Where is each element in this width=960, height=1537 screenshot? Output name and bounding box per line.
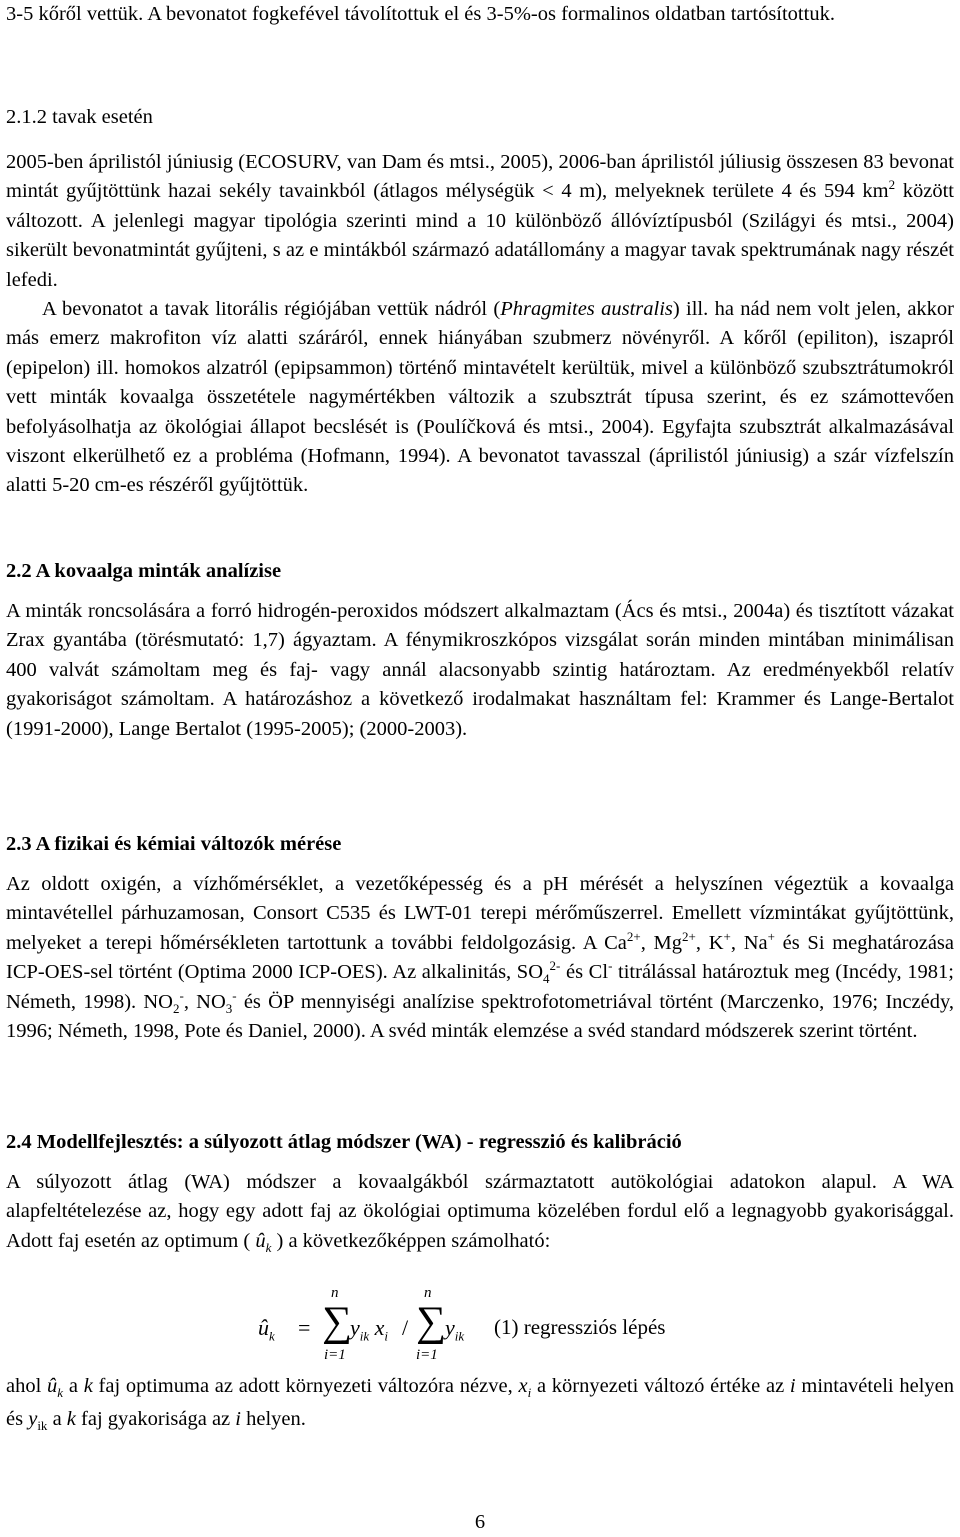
paragraph-text: faj gyakorisága az — [75, 1408, 236, 1430]
paragraph-text: A súlyozott átlag (WA) módszer a kovaalgákból származtatott autökológiai adatokon alapul. A WA alapfeltételezése az, hogy egy adott faj az ökológiai optimuma közelében fordul elő a legnagyobb gyakorisággal. Adott faj esetén az optimum ( — [6, 1171, 954, 1252]
sum-lower-limit: i=1 — [324, 1347, 346, 1363]
paragraph-substrate — [6, 295, 954, 501]
paragraph-text: , K — [695, 931, 724, 954]
paragraph-text: Az oldott oxigén, a vízhőmérséklet, a vezetőképesség és a pH mérését a helyszínen végeztük a kovaalga mintavétellel párhuzamosan, Consort C535 és LWT-01 terepi mérőműszerrel. Emellett vízmintákat gyűjtöttünk, melyeket a terepi hőmérsékleten tartottunk a további feldolgozásig. A Ca — [6, 873, 954, 954]
paragraph-text: a — [47, 1408, 67, 1430]
paragraph-text: a környezeti változó értéke az — [531, 1375, 790, 1397]
paragraph-diatom-analysis — [6, 597, 954, 744]
subscript: i — [527, 1385, 532, 1401]
formula-term-yx — [350, 1315, 389, 1344]
sum-upper-limit: n — [424, 1285, 432, 1301]
paragraph-chemistry — [6, 870, 954, 1046]
variable-k: k — [83, 1375, 93, 1397]
subscript: ik — [37, 1418, 48, 1434]
paragraph-text: és Si meghatározása ICP-OES-sel történt (Optima 2000 ICP-OES). Az alkalinitás, SO — [6, 931, 955, 984]
variable-i: i — [235, 1408, 241, 1430]
paragraph-text: ) ill. ha nád nem volt jelen, akkor más emerz makrofiton víz alatti száráról, ennek hiányában szubmerz növényről. A kőről (epiliton), iszapról (epipelon) ill. homokos alzatról (epipsammon) történő mintavételt kerültük, mivel a különböző szubsztrátumokról vett minták kovaalga összetétele nagymértékben változik a szubsztrát típusa szerint, és ez számottevően befolyásolhatja az ökológiai állapot becslését is (Poulíčková és mtsi., 2004). Egyfajta szubsztrát alkalmazásával viszont elkerülhető ez a probléma (Hofmann, 1994). A bevonatot tavasszal (áprilistól júniusig) a szár vízfelszín alatti 5-20 cm-es részéről gyűjtöttük. — [6, 298, 955, 497]
paragraph-sampling-rivers — [6, 0, 954, 29]
superscript: + — [767, 928, 775, 944]
sum-lower-limit: i=1 — [416, 1347, 438, 1363]
variable-k: k — [66, 1408, 76, 1430]
formula-lhs — [258, 1315, 275, 1344]
paragraph-lakes-sampling — [6, 148, 954, 295]
heading-2-2: 2.2 A kovaalga minták analízise — [6, 560, 282, 582]
paragraph-formula-explanation — [6, 1370, 954, 1436]
paragraph-text: faj optimuma az adott környezeti változóra nézve, — [92, 1375, 519, 1397]
optimum-symbol: û — [258, 1315, 269, 1340]
optimum-symbol: û — [255, 1229, 266, 1252]
subscript: k — [57, 1385, 64, 1401]
variable-y: y — [350, 1315, 360, 1340]
paragraph-text: , Mg — [640, 931, 683, 954]
paragraph-text: 2005-ben áprilistól júniusig (ECOSURV, van Dam és mtsi., 2005), 2006-ban áprilistól júliusig összesen 83 bevonat mintát gyűjtöttünk hazai sekély tavainkból (átlagos mélységük < 4 m), melyeknek területe 4 és 594 km — [6, 151, 954, 203]
paragraph-text: 3-5 kőről vettük. A bevonatot fogkefével távolítottuk el és 3-5%-os formalinos oldatban tartósítottuk. — [6, 3, 835, 25]
sum-symbol: ∑ — [322, 1299, 352, 1345]
wa-formula — [6, 1285, 954, 1365]
division-slash: / — [402, 1315, 409, 1340]
variable-x: x — [518, 1375, 528, 1397]
paragraph-text: , NO — [183, 990, 226, 1013]
superscript: + — [723, 928, 731, 944]
paragraph-text: a — [63, 1375, 84, 1397]
variable-y: y — [445, 1315, 455, 1340]
superscript: 2 — [888, 177, 896, 193]
subscript: 2 — [173, 1000, 180, 1016]
paragraph-text: között változott. A jelenlegi magyar tipológia szerinti mind a 10 különböző állóvíztípusból (Szilágyi és mtsi., 2004) sikerült bevonatmintát gyűjteni, s az e mintákból származó adatállomány a magyar tavak spektrumának nagy részét lefedi. — [6, 180, 954, 291]
variable-x: x — [374, 1315, 385, 1340]
superscript: 2- — [549, 958, 561, 974]
heading-2-4: 2.4 Modellfejlesztés: a súlyozott átlag módszer (WA) - regresszió és kalibráció — [6, 1131, 682, 1153]
variable-y: y — [28, 1408, 38, 1430]
species-name: Phragmites australis — [500, 298, 673, 320]
subscript: k — [265, 1239, 272, 1255]
superscript: 2+ — [626, 928, 641, 944]
paragraph-text: A minták roncsolására a forró hidrogén-peroxidos módszert alkalmaztam (Ács és mtsi., 2004a) és tisztított vázakat Zrax gyantába (törésmutató: 1,7) ágyaztam. A fénymikroszkópos vizsgálat során minden mintában minimálisan 400 valvát számoltam meg és faj- vagy annál alacsonyabb szintig határoztam. Az eredményekből relatív gyakoriságot számoltam. A határozáshoz a következő irodalmakat használtam fel: Krammer és Lange-Bertalot (1991-2000), Lange Bertalot (1995-2005); (2000-2003). — [6, 600, 954, 740]
subscript: 3 — [225, 1000, 233, 1016]
subscript: i — [384, 1328, 389, 1344]
sum-upper-limit: n — [331, 1285, 339, 1301]
paragraph-text: és Cl — [560, 961, 609, 984]
page-number: 6 — [474, 1511, 486, 1533]
superscript: - — [232, 987, 237, 1003]
formula-label: (1) regressziós lépés — [494, 1315, 666, 1339]
subscript: ik — [454, 1328, 465, 1344]
paragraph-text: A bevonatot a tavak litorális régiójában vettük nádról ( — [42, 298, 501, 320]
sum-symbol: ∑ — [416, 1299, 446, 1345]
paragraph-text: helyen. — [240, 1408, 306, 1430]
formula-term-y — [445, 1315, 465, 1344]
paragraph-text: mintavételi helyen és — [6, 1375, 954, 1430]
superscript: - — [608, 958, 613, 974]
paragraph-text: ) a következőképpen számolható: — [271, 1229, 551, 1252]
subscript: ik — [359, 1328, 370, 1344]
variable-i: i — [789, 1375, 796, 1397]
paragraph-text: titrálással határoztuk meg (Incédy, 1981; Németh, 1998). NO — [6, 961, 954, 1013]
paragraph-text: ahol — [6, 1375, 48, 1397]
optimum-symbol: û — [47, 1375, 58, 1397]
equals-sign: = — [298, 1315, 311, 1340]
paragraph-wa-method — [6, 1168, 954, 1256]
subscript: 4 — [543, 971, 550, 987]
heading-2-3: 2.3 A fizikai és kémiai változók mérése — [6, 833, 342, 855]
paragraph-text: , Na — [730, 931, 768, 954]
heading-2-1-2: 2.1.2 tavak esetén — [6, 106, 153, 128]
subscript: k — [269, 1328, 275, 1344]
superscript: 2+ — [682, 928, 696, 944]
superscript: - — [179, 987, 184, 1003]
paragraph-text: és ÖP mennyiségi analízise spektrofotometriával történt (Marczenko, 1976; Inczédy, 1996; Németh, 1998, Pote és Daniel, 2000). A svéd minták elemzése a svéd standard módszerek szerint történt. — [6, 990, 954, 1043]
